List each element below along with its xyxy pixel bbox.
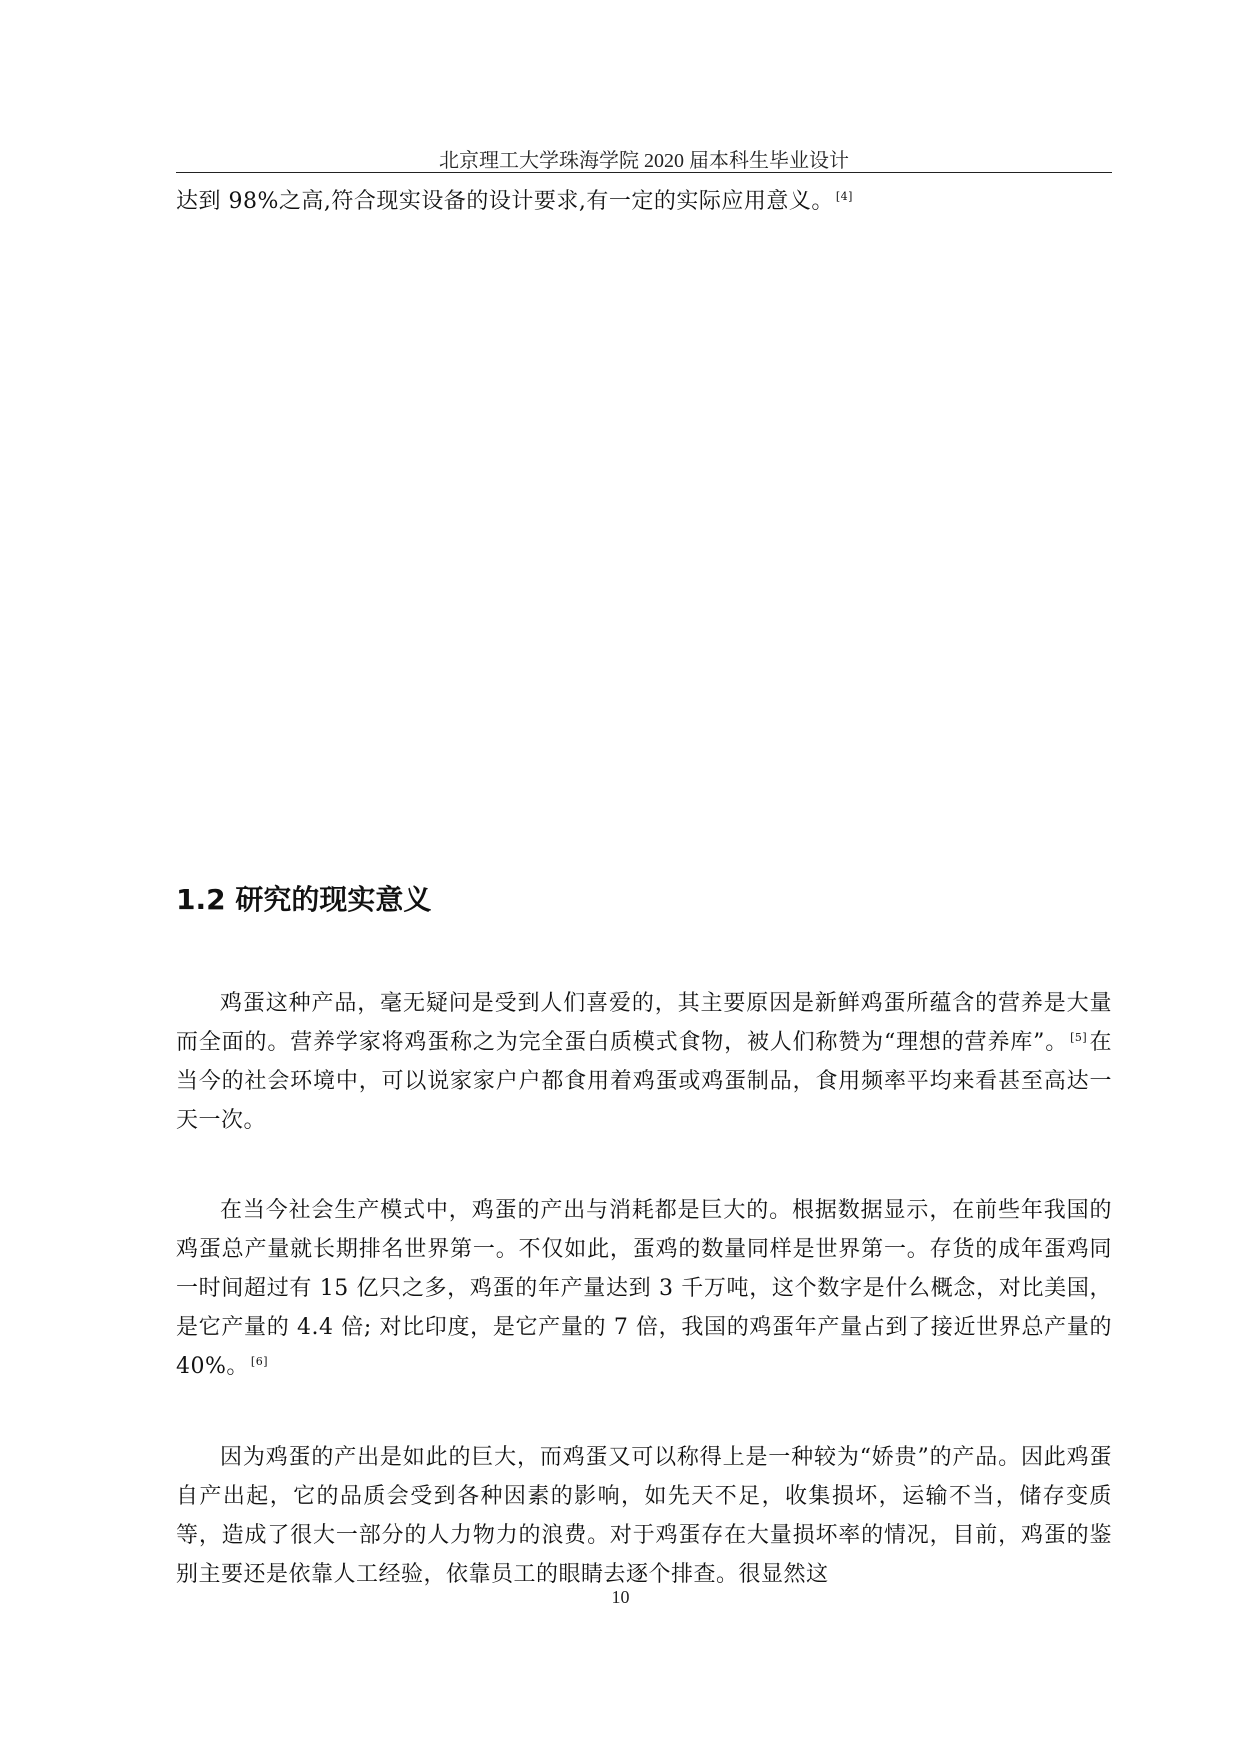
citation-ref: [4] [835,189,853,203]
body-paragraph-1 [176,984,1112,1140]
body-paragraph-3 [176,1438,1112,1594]
paragraph-text: 在当今社会生产模式中，鸡蛋的产出与消耗都是巨大的。根据数据显示，在前些年我国的鸡蛋总产量就长期排名世界第一。不仅如此，蛋鸡的数量同样是世界第一。存货的成年蛋鸡同一时间超过有 15 亿只之多，鸡蛋的年产量达到 3 千万吨，这个数字是什么概念，对比美国，是它产量的 4.4 倍; 对比印度，是它产量的 7 倍，我国的鸡蛋年产量占到了接近世界总产量的 40%。 [176,1198,1112,1379]
body-paragraph-2 [176,1191,1112,1386]
section-heading: 1.2 研究的现实意义 [176,883,432,916]
header-divider [176,172,1112,173]
carryover-text: 达到 98%之高,符合现实设备的设计要求,有一定的实际应用意义。 [176,189,834,214]
paragraph-text: 因为鸡蛋的产出是如此的巨大，而鸡蛋又可以称得上是一种较为“娇贵”的产品。因此鸡蛋自产出起，它的品质会受到各种因素的影响，如先天不足，收集损坏，运输不当，储存变质等，造成了很大一部分的人力物力的浪费。对于鸡蛋存在大量损坏率的情况，目前，鸡蛋的鉴别主要还是依靠人工经验，依靠员工的眼睛去逐个排查。很显然这 [176,1445,1112,1587]
carryover-paragraph [176,182,1112,221]
page-header: 北京理工大学珠海学院 2020 届本科生毕业设计 [439,150,849,172]
page-number: 10 [611,1587,630,1607]
citation-ref: [6] [250,1354,268,1368]
paragraph-text: 鸡蛋这种产品，毫无疑问是受到人们喜爱的，其主要原因是新鲜鸡蛋所蕴含的营养是大量而全面的。营养学家将鸡蛋称之为完全蛋白质模式食物，被人们称赞为“理想的营养库”。 [176,991,1112,1055]
citation-ref: [5] [1070,1030,1088,1044]
paragraph-text: 在当今的社会环境中，可以说家家户户都食用着鸡蛋或鸡蛋制品，食用频率平均来看甚至高达一天一次。 [176,1030,1112,1133]
